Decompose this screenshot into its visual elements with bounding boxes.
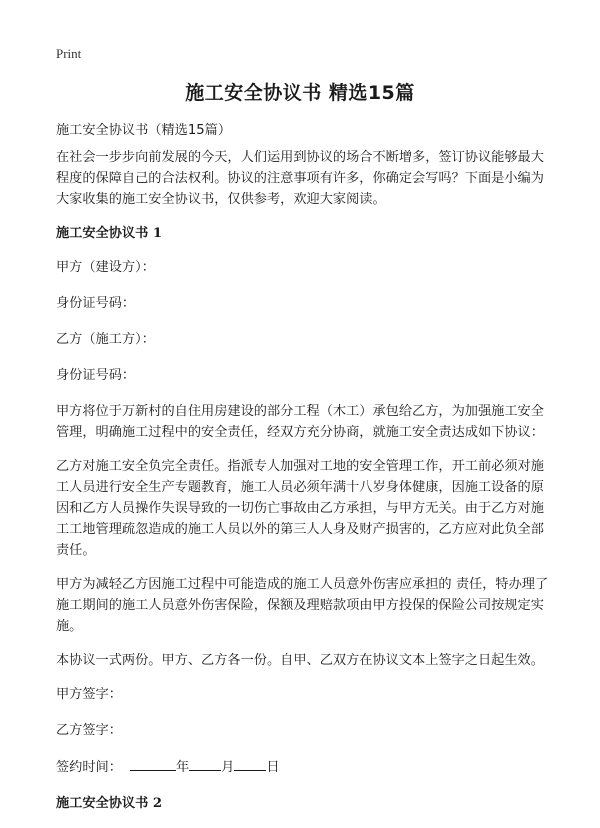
day-blank: [234, 756, 266, 771]
section-heading-2: 施工安全协议书 2: [56, 796, 163, 811]
page-title: 施工安全协议书 精选15篇: [185, 82, 415, 104]
signature-b-field: 乙方签字：: [56, 723, 122, 738]
agreement-paragraph-4: 本协议一式两份。甲方、乙方各一份。自甲、乙双方在协议文本上签字之日起生效。: [56, 653, 544, 668]
signature-a-field: 甲方签字：: [56, 687, 122, 702]
year-blank: [130, 756, 176, 771]
section-heading-1: 施工安全协议书 1: [56, 226, 163, 241]
month-label: 月: [221, 760, 235, 775]
id-number-a-field: 身份证号码：: [56, 296, 136, 311]
year-label: 年: [175, 760, 190, 775]
signing-date-row: [56, 756, 550, 778]
party-b-field: 乙方（施工方）：: [56, 332, 155, 347]
signing-date-label: 签约时间：: [56, 760, 122, 775]
agreement-paragraph-2: 乙方对施工安全负完全责任。指派专人加强对工地的安全管理工作，开工前必须对施工人员进行安全生产专题教育，施工人员必须年满十八岁身体健康，因施工设备的原因和乙方人员操作失误导致的一切伤亡事故由乙方承担，与甲方无关。由于乙方对施工工地管理疏忽造成的施工人员以外的第三人人身及财产损害的，乙方应对此负全部责任。: [56, 459, 544, 558]
intro-paragraph: 在社会一步步向前发展的今天，人们运用到协议的场合不断增多，签订协议能够最大程度的保障自己的合法权利。协议的注意事项有许多，你确定会写吗？下面是小编为大家收集的施工安全协议书，仅供参考，欢迎大家阅读。: [56, 150, 544, 207]
document-subtitle: 施工安全协议书（精选15篇）: [56, 123, 232, 138]
party-a-field: 甲方（建设方）：: [56, 260, 155, 275]
id-number-b-field: 身份证号码：: [56, 368, 136, 383]
print-label: Print: [56, 46, 82, 61]
agreement-paragraph-1: 甲方将位于万新村的自住用房建设的部分工程（木工）承包给乙方，为加强施工安全管理，明确施工过程中的安全责任，经双方充分协商，就施工安全责达成如下协议：: [56, 404, 544, 440]
month-blank: [189, 756, 221, 771]
document-body: [56, 120, 550, 827]
agreement-paragraph-3: 甲方为减轻乙方因施工过程中可能造成的施工人员意外伤害应承担的 责任，特办理了施工期间的施工人员意外伤害保险，保额及理赔款项由甲方投保的保险公司按规定实施。: [56, 577, 549, 634]
day-label: 日: [266, 760, 280, 775]
